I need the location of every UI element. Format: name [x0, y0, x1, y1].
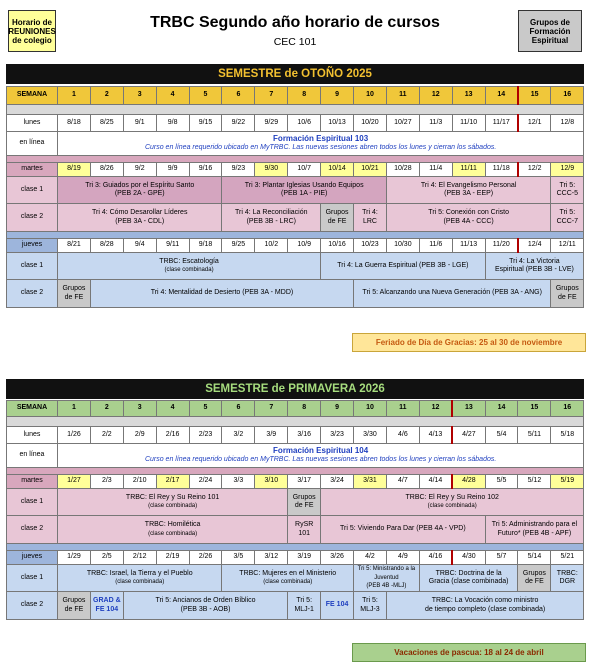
course-title: Tri 5: Conexión con Cristo: [428, 209, 509, 216]
day-label: jueves: [7, 551, 58, 565]
course-cell: [354, 592, 387, 620]
page-subtitle: CEC 101: [273, 36, 317, 48]
date-cell: 2/19: [156, 551, 189, 565]
fall-online-row: [7, 132, 584, 156]
date-cell: 9/2: [123, 163, 156, 177]
week-number: 5: [189, 401, 222, 417]
formation-group-cell: Grupos de FE: [58, 592, 91, 620]
week-number: 10: [354, 401, 387, 417]
course-code: MLJ-1: [294, 605, 314, 613]
date-cell: 2/5: [90, 551, 123, 565]
holiday-note: Feriado de Día de Gracias: 25 al 30 de noviembre: [352, 333, 586, 352]
day-label: jueves: [7, 239, 58, 253]
course-title: TRBC: Israel, la Tierra y el Pueblo: [86, 569, 193, 577]
week-number: 6: [222, 401, 255, 417]
course-cell: [58, 177, 222, 204]
week-number: 3: [123, 87, 156, 105]
course-code: (PEB 3A - EEP): [444, 190, 494, 197]
course-cell: [58, 489, 288, 516]
date-cell: 10/21: [354, 163, 387, 177]
formation-group-cell: Grupos de FE: [321, 204, 354, 232]
date-cell: 5/21: [551, 551, 584, 565]
week-number: 2: [90, 87, 123, 105]
fall-banner: SEMESTRE de OTOÑO 2025: [6, 64, 584, 84]
date-cell: 12/4: [518, 239, 551, 253]
date-cell: 12/8: [551, 115, 584, 132]
course-title: TRBC: Escatología: [159, 257, 219, 265]
course-cell: [288, 516, 321, 544]
course-title: TRBC: Homilética: [144, 521, 201, 528]
date-cell: 2/17: [156, 475, 189, 489]
date-cell: 3/26: [321, 551, 354, 565]
course-cell: Tri 5: Administrando para el Futuro* (PEB 4B - APF): [485, 516, 584, 544]
date-cell: 2/9: [123, 427, 156, 444]
course-title: Tri 5:: [362, 597, 378, 604]
date-cell: 11/10: [452, 115, 485, 132]
date-cell: 11/3: [419, 115, 452, 132]
date-cell: 8/25: [90, 115, 123, 132]
course-cell: [58, 565, 222, 592]
class-label: clase 1: [7, 177, 58, 204]
course-code: LRC: [362, 217, 377, 225]
course-code: (PEB 4B -MLJ): [366, 583, 407, 590]
easter-note: Vacaciones de pascua: 18 al 24 de abril: [352, 643, 586, 662]
course-code: (clase combinada): [263, 579, 313, 585]
course-cell: [551, 177, 584, 204]
formation-groups-legend: Grupos de Formación Espiritual: [518, 10, 582, 52]
week-label: SEMANA: [7, 401, 58, 417]
graduation-cell: GRAD & FE 104: [90, 592, 123, 620]
date-cell: 10/6: [288, 115, 321, 132]
course-cell: [321, 489, 584, 516]
date-cell: 9/15: [189, 115, 222, 132]
spring-thursday-class2: [7, 592, 584, 620]
course-cell: [222, 177, 386, 204]
course-title: Tri 3: Plantar Iglesias Usando Equipos: [244, 181, 364, 189]
date-cell: 9/4: [123, 239, 156, 253]
date-cell: 10/13: [321, 115, 354, 132]
date-cell: 3/24: [321, 475, 354, 489]
week-number: 9: [321, 401, 354, 417]
course-title: TRBC: El Rey y Su Reino 101: [125, 493, 220, 501]
date-cell: 9/1: [123, 115, 156, 132]
date-cell: 4/13: [419, 427, 452, 444]
course-code: (clase combinada): [148, 530, 198, 537]
fall-tuesday-class1: [7, 177, 584, 204]
date-cell: 12/2: [518, 163, 551, 177]
date-cell: 9/16: [189, 163, 222, 177]
date-cell: 9/18: [189, 239, 222, 253]
course-code: (clase combinada): [148, 503, 198, 509]
week-label: SEMANA: [7, 87, 58, 105]
date-cell: 2/10: [123, 475, 156, 489]
course-code: (PEB 3B - LRC): [246, 217, 296, 225]
date-cell: 3/2: [222, 427, 255, 444]
date-cell: 10/20: [354, 115, 387, 132]
course-cell: Tri 5: Alcanzando una Nueva Generación (PEB 3A - ANG): [354, 280, 551, 308]
date-cell: 2/2: [90, 427, 123, 444]
spring-week-row: [7, 401, 584, 417]
date-cell: 4/14: [419, 475, 452, 489]
course-code: 101: [298, 529, 311, 537]
date-cell: 10/23: [354, 239, 387, 253]
date-cell: 5/7: [485, 551, 518, 565]
date-cell: 10/30: [386, 239, 419, 253]
course-cell: [58, 204, 222, 232]
date-cell: 1/27: [58, 475, 91, 489]
date-cell: 4/6: [386, 427, 419, 444]
week-number: 12: [419, 87, 452, 105]
online-course-title: Formación Espiritual 104: [273, 446, 369, 455]
date-cell: 11/17: [485, 115, 518, 132]
formation-group-cell: Grupos de FE: [288, 489, 321, 516]
date-cell: 4/30: [452, 551, 485, 565]
week-number: 3: [123, 401, 156, 417]
course-title: Tri 4: La Reconciliación: [235, 209, 308, 216]
day-label: lunes: [7, 427, 58, 444]
course-cell: [222, 204, 321, 232]
date-cell: 11/13: [452, 239, 485, 253]
course-code: Espiritual (PEB 3B - LVE): [494, 266, 574, 273]
course-title: TRBC:: [556, 569, 578, 577]
date-cell: 5/19: [551, 475, 584, 489]
date-cell: 4/9: [386, 551, 419, 565]
week-number: 4: [156, 87, 189, 105]
week-number: 15: [518, 87, 551, 105]
date-cell: 3/19: [288, 551, 321, 565]
course-code: (PEB 3B - AOB): [180, 605, 231, 613]
date-cell: 5/18: [551, 427, 584, 444]
week-number: 14: [485, 401, 518, 417]
online-course-note: Curso en línea requerido ubicado en MyTRBC. Las nuevas sesiones abren todos los lunes y cierran los sábados.: [144, 455, 497, 463]
fall-tuesday-class2: [7, 204, 584, 232]
course-code: (PEB 4A - CCC): [443, 217, 494, 225]
week-number: 13: [452, 401, 485, 417]
course-cell: [485, 253, 584, 280]
course-cell: [386, 592, 583, 620]
date-cell: 3/23: [321, 427, 354, 444]
spring-thursday-class1: [7, 565, 584, 592]
course-cell: [123, 592, 287, 620]
week-number: 9: [321, 87, 354, 105]
spring-schedule-table: [6, 400, 584, 620]
class-label: clase 2: [7, 516, 58, 544]
date-cell: 2/26: [189, 551, 222, 565]
date-cell: 9/30: [255, 163, 288, 177]
course-code: MLJ-3: [360, 605, 380, 613]
week-number: 16: [551, 87, 584, 105]
course-title: Tri 5:: [559, 181, 576, 189]
course-title: Tri 5: Ministrando a la Juventud: [357, 566, 416, 581]
date-cell: 1/29: [58, 551, 91, 565]
date-cell: 9/8: [156, 115, 189, 132]
week-number: 1: [58, 401, 91, 417]
date-cell: 4/2: [354, 551, 387, 565]
date-cell: 9/29: [255, 115, 288, 132]
course-cell: [551, 204, 584, 232]
course-title: Tri 4:: [362, 209, 378, 216]
course-title: TRBC: La Vocación como ministro: [431, 597, 539, 604]
course-title: RySR: [295, 521, 314, 528]
course-title: Tri 5: Ancianos de Orden Bíblico: [155, 597, 256, 604]
class-label: clase 1: [7, 489, 58, 516]
date-cell: 4/27: [452, 427, 485, 444]
fall-thursday-class2: [7, 280, 584, 308]
course-cell: [386, 177, 550, 204]
week-number: 11: [386, 401, 419, 417]
date-cell: 3/9: [255, 427, 288, 444]
spring-online-row: [7, 444, 584, 468]
date-cell: 9/9: [156, 163, 189, 177]
week-number: 7: [255, 401, 288, 417]
date-cell: 2/3: [90, 475, 123, 489]
date-cell: 3/16: [288, 427, 321, 444]
date-cell: 10/9: [288, 239, 321, 253]
course-code: CCC-5: [556, 190, 578, 197]
course-cell: [288, 592, 321, 620]
fall-tuesday-row: [7, 163, 584, 177]
course-code: (PEB 1A - PIE): [281, 190, 328, 197]
fall-thursday-row: [7, 239, 584, 253]
date-cell: 9/23: [222, 163, 255, 177]
course-title: Tri 4: El Evangelismo Personal: [420, 181, 517, 189]
online-course-cell: [58, 444, 584, 468]
date-cell: 4/28: [452, 475, 485, 489]
spring-monday-row: [7, 427, 584, 444]
course-title: TRBC: Doctrina de la: [435, 569, 502, 577]
date-cell: 11/6: [419, 239, 452, 253]
course-cell: [58, 253, 321, 280]
course-cell: [58, 516, 288, 544]
date-cell: 10/16: [321, 239, 354, 253]
course-cell: Tri 4: La Guerra Espiritual (PEB 3B - LGE): [321, 253, 485, 280]
course-code: Gracia (clase combinada): [428, 578, 509, 585]
course-code: (clase combinada): [427, 503, 477, 509]
date-cell: 10/28: [386, 163, 419, 177]
course-code: (clase combinada): [115, 579, 165, 585]
date-cell: 9/25: [222, 239, 255, 253]
date-cell: 3/31: [354, 475, 387, 489]
date-cell: 1/26: [58, 427, 91, 444]
date-cell: 5/5: [485, 475, 518, 489]
fall-week-row: [7, 87, 584, 105]
date-cell: 8/19: [58, 163, 91, 177]
date-cell: 2/23: [189, 427, 222, 444]
day-label: martes: [7, 475, 58, 489]
week-number: 5: [189, 87, 222, 105]
week-number: 8: [288, 87, 321, 105]
date-cell: 3/3: [222, 475, 255, 489]
online-course-note: Curso en línea requerido ubicado en MyTRBC. Las nuevas sesiones abren todos los lunes y cierran los sábados.: [144, 143, 497, 151]
spring-tuesday-class1: [7, 489, 584, 516]
week-number: 1: [58, 87, 91, 105]
fall-thursday-class1: [7, 253, 584, 280]
online-label: en línea: [7, 444, 58, 468]
course-title: TRBC: El Rey y Su Reino 102: [405, 493, 499, 501]
course-title: Tri 4: Cómo Desarollar Líderes: [92, 209, 188, 216]
course-title: TRBC: Mujeres en el Ministerio: [239, 569, 337, 577]
course-cell: [551, 565, 584, 592]
online-course-title: Formación Espiritual 103: [273, 134, 369, 143]
date-cell: 11/18: [485, 163, 518, 177]
week-number: 6: [222, 87, 255, 105]
page-title: TRBC Segundo año horario de cursos: [150, 14, 440, 31]
formation-group-cell: Grupos de FE: [518, 565, 551, 592]
week-number: 16: [551, 401, 584, 417]
date-cell: 8/28: [90, 239, 123, 253]
date-cell: 3/10: [255, 475, 288, 489]
course-title: Tri 3: Guiados por el Espíritu Santo: [85, 181, 195, 189]
date-cell: 8/21: [58, 239, 91, 253]
faculty-meeting-legend: Horario de REUNIONES de colegio: [8, 10, 56, 52]
date-cell: 10/27: [386, 115, 419, 132]
date-cell: 4/16: [419, 551, 452, 565]
date-cell: 11/11: [452, 163, 485, 177]
week-number: 7: [255, 87, 288, 105]
date-cell: 10/14: [321, 163, 354, 177]
course-code: (PEB 3A - CDL): [115, 217, 165, 225]
week-number: 4: [156, 401, 189, 417]
formation-group-cell: Grupos de FE: [551, 280, 584, 308]
date-cell: 10/7: [288, 163, 321, 177]
course-code: (PEB 2A - GPE): [114, 190, 165, 197]
date-cell: 3/12: [255, 551, 288, 565]
week-number: 15: [518, 401, 551, 417]
date-cell: 3/17: [288, 475, 321, 489]
spring-thursday-row: [7, 551, 584, 565]
spring-banner: SEMESTRE de PRIMAVERA 2026: [6, 379, 584, 399]
course-cell: [419, 565, 518, 592]
date-cell: 8/18: [58, 115, 91, 132]
formation-group-cell: Grupos de FE: [58, 280, 91, 308]
course-cell: [222, 565, 354, 592]
course-code: CCC-7: [556, 217, 578, 225]
class-label: clase 1: [7, 253, 58, 280]
class-label: clase 2: [7, 280, 58, 308]
date-cell: 9/22: [222, 115, 255, 132]
course-title: Tri 5:: [296, 597, 313, 604]
course-cell: Tri 5: Viviendo Para Dar (PEB 4A - VPD): [321, 516, 485, 544]
week-number: 2: [90, 401, 123, 417]
class-label: clase 2: [7, 592, 58, 620]
date-cell: 5/4: [485, 427, 518, 444]
course-cell: Tri 4: Mentalidad de Desierto (PEB 3A - MDD): [90, 280, 353, 308]
online-label: en línea: [7, 132, 58, 156]
date-cell: 10/2: [255, 239, 288, 253]
date-cell: 5/11: [518, 427, 551, 444]
date-cell: 5/12: [518, 475, 551, 489]
date-cell: 11/4: [419, 163, 452, 177]
course-title: Tri 4: La Victoria: [509, 257, 560, 265]
spring-tuesday-class2: [7, 516, 584, 544]
class-label: clase 2: [7, 204, 58, 232]
date-cell: 4/7: [386, 475, 419, 489]
course-cell: [354, 565, 420, 592]
date-cell: 2/16: [156, 427, 189, 444]
date-cell: 8/26: [90, 163, 123, 177]
day-label: martes: [7, 163, 58, 177]
date-cell: 12/1: [518, 115, 551, 132]
date-cell: 5/14: [518, 551, 551, 565]
week-number: 8: [288, 401, 321, 417]
date-cell: 12/11: [551, 239, 584, 253]
date-cell: 2/12: [123, 551, 156, 565]
fall-monday-row: [7, 115, 584, 132]
online-course-cell: FE 104: [321, 592, 354, 620]
spring-tuesday-row: [7, 475, 584, 489]
week-number: 13: [452, 87, 485, 105]
course-code: (clase combinada): [164, 267, 214, 273]
week-number: 10: [354, 87, 387, 105]
online-course-cell: [58, 132, 584, 156]
date-cell: 11/20: [485, 239, 518, 253]
date-cell: 3/30: [354, 427, 387, 444]
class-label: clase 1: [7, 565, 58, 592]
date-cell: 9/11: [156, 239, 189, 253]
date-cell: 12/9: [551, 163, 584, 177]
week-number: 11: [386, 87, 419, 105]
week-number: 12: [419, 401, 452, 417]
course-code: de tiempo completo (clase combinada): [424, 605, 546, 613]
day-label: lunes: [7, 115, 58, 132]
course-code: DGR: [559, 578, 576, 585]
course-title: Tri 5:: [559, 209, 576, 216]
date-cell: 3/5: [222, 551, 255, 565]
fall-schedule-table: [6, 86, 584, 308]
date-cell: 2/24: [189, 475, 222, 489]
course-cell: [354, 204, 387, 232]
course-cell: [386, 204, 550, 232]
week-number: 14: [485, 87, 518, 105]
